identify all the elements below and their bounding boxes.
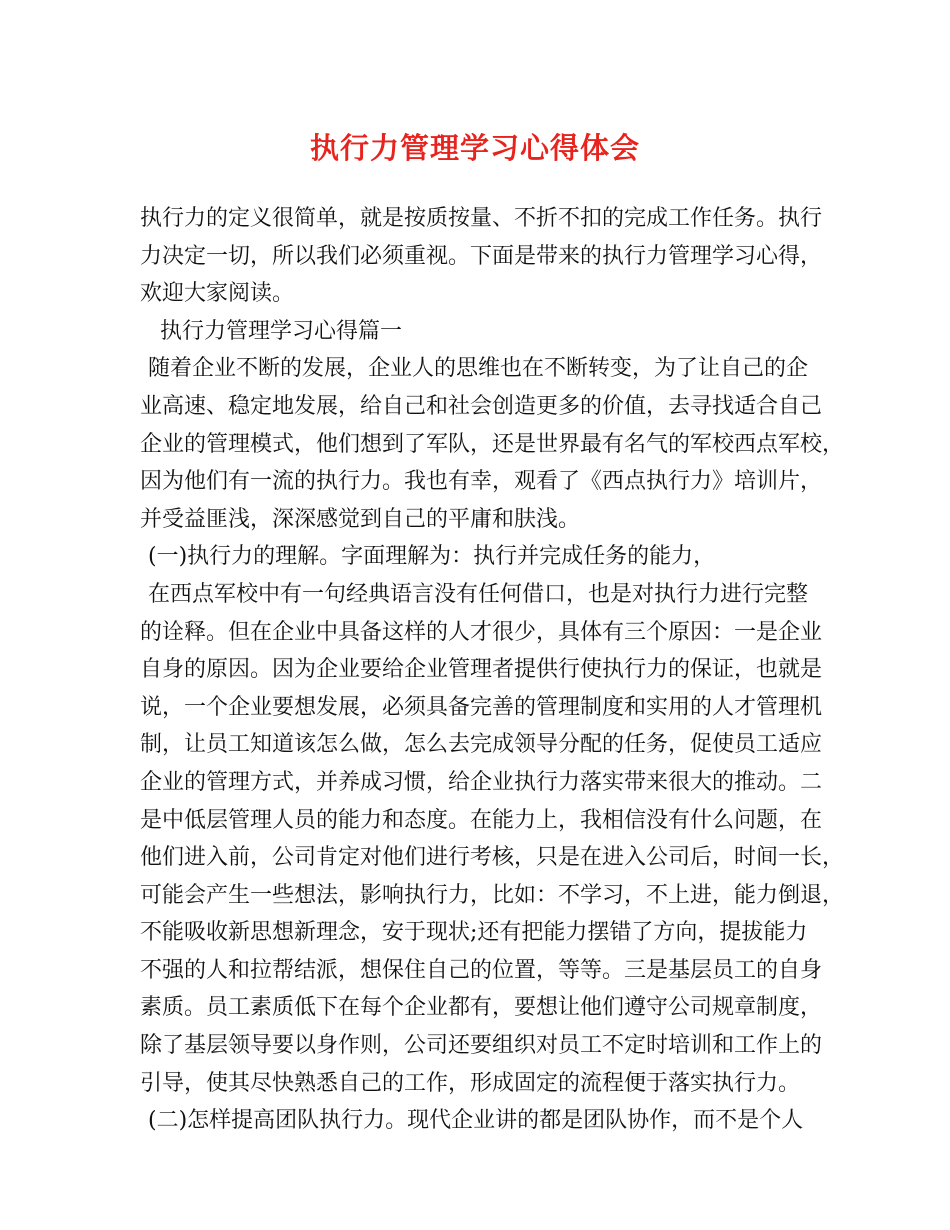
text-line: 欢迎大家阅读。 (140, 281, 295, 307)
text-line: 除了基层领导要以身作则，公司还要组织对员工不定时培训和工作上的 (140, 1033, 823, 1059)
document-title: 执行力管理学习心得体会 (309, 131, 640, 165)
text-line: 因为他们有一流的执行力。我也有幸，观看了《西点执行力》培训片， (140, 469, 823, 495)
text-line: 企业的管理方式，并养成习惯，给企业执行力落实带来很大的推动。二 (140, 769, 823, 795)
text-line: 他们进入前，公司肯定对他们进行考核，只是在进入公司后，时间一长， (140, 845, 845, 871)
text-line: 执行力的定义很简单，就是按质按量、不折不扣的完成工作任务。执行 (140, 206, 823, 231)
text-line: 随着企业不断的发展，企业人的思维也在不断转变，为了让自己的企 (148, 356, 809, 382)
text-line: 的诠释。但在企业中具备这样的人才很少，具体有三个原因：一是企业 (140, 619, 823, 645)
section-heading: 执行力管理学习心得篇一 (160, 318, 403, 344)
text-line: 是中低层管理人员的能力和态度。在能力上，我相信没有什么问题，在 (140, 807, 823, 833)
text-line: 并受益匪浅，深深感觉到自己的平庸和肤浅。 (140, 506, 581, 532)
text-line: 力决定一切，所以我们必须重视。下面是带来的执行力管理学习心得， (140, 243, 823, 269)
text-line: 不能吸收新思想新理念，安于现状;还有把能力摆错了方向，提拔能力 (140, 920, 808, 946)
document-body (0, 200, 950, 1140)
text-line: 制，让员工知道该怎么做，怎么去完成领导分配的任务，促使员工适应 (140, 732, 823, 758)
text-line: 业高速、稳定地发展，给自己和社会创造更多的价值，去寻找适合自己 (140, 393, 823, 419)
text-line: 素质。员工素质低下在每个企业都有，要想让他们遵守公司规章制度， (140, 995, 823, 1021)
text-line: 引导，使其尽快熟悉自己的工作，形成固定的流程便于落实执行力。 (140, 1070, 801, 1096)
text-line: (一)执行力的理解。字面理解为：执行并完成任务的能力， (148, 544, 716, 570)
text-line: 自身的原因。因为企业要给企业管理者提供行使执行力的保证，也就是 (140, 657, 823, 683)
text-line: 在西点军校中有一句经典语言没有任何借口，也是对执行力进行完整 (148, 581, 809, 607)
text-line: 说，一个企业要想发展，必须具备完善的管理制度和实用的人才管理机 (140, 694, 823, 720)
text-line: (二)怎样提高团队执行力。现代企业讲的都是团队协作，而不是个人 (148, 1108, 804, 1134)
text-line: 企业的管理模式，他们想到了军队，还是世界最有名气的军校西点军校， (140, 431, 845, 457)
text-line: 不强的人和拉帮结派，想保住自己的位置，等等。三是基层员工的自身 (140, 957, 823, 983)
text-line: 可能会产生一些想法，影响执行力，比如：不学习，不上进，能力倒退， (140, 882, 845, 908)
